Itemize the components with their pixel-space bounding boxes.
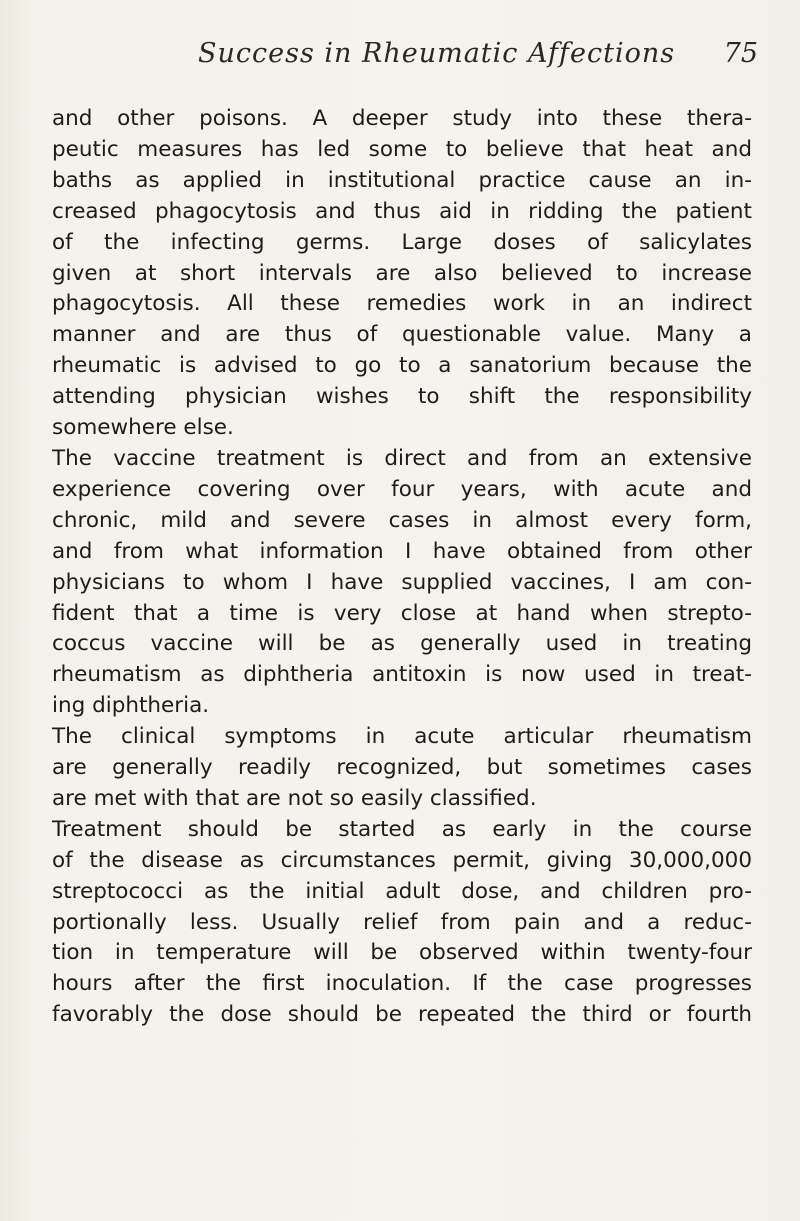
text-line: chronic, mild and severe cases in almost every form, bbox=[52, 507, 752, 533]
text-line: peutic measures has led some to believe that heat and bbox=[52, 136, 752, 162]
running-title: Success in Rheumatic Affections bbox=[198, 38, 676, 69]
text-line: of the infecting germs. Large doses of salicylates bbox=[52, 229, 752, 255]
running-head bbox=[118, 38, 758, 78]
text-line: manner and are thus of questionable value. Many a bbox=[52, 322, 752, 348]
text-line: rheumatic is advised to go to a sanatorium because the bbox=[52, 353, 752, 379]
text-line: baths as applied in institutional practice cause an in- bbox=[52, 167, 752, 193]
text-line: streptococci as the initial adult dose, and children pro- bbox=[52, 878, 752, 904]
text-line: creased phagocytosis and thus aid in ridding the patient bbox=[52, 198, 752, 224]
text-line: fident that a time is very close at hand when strepto- bbox=[52, 600, 752, 626]
text-line: coccus vaccine will be as generally used in treating bbox=[52, 631, 752, 657]
paragraph-2 bbox=[52, 444, 752, 722]
text-line: are generally readily recognized, but sometimes cases bbox=[52, 755, 752, 781]
page-number: 75 bbox=[723, 38, 758, 69]
paragraph-1 bbox=[52, 104, 752, 444]
text-line: given at short intervals are also believed to increase bbox=[52, 260, 752, 286]
text-line: hours after the first inoculation. If the case progresses bbox=[52, 971, 752, 997]
text-line: phagocytosis. All these remedies work in an indirect bbox=[52, 291, 752, 317]
text-line: ing diphtheria. bbox=[52, 693, 210, 719]
text-line: The clinical symptoms in acute articular rheumatism bbox=[52, 724, 752, 750]
text-line: are met with that are not so easily classified. bbox=[52, 785, 537, 811]
text-line: somewhere else. bbox=[52, 415, 234, 441]
text-line: experience covering over four years, with acute and bbox=[52, 476, 752, 502]
text-line: of the disease as circumstances permit, giving 30,000,000 bbox=[52, 847, 752, 873]
text-line: Treatment should be started as early in the course bbox=[52, 816, 752, 842]
text-line: tion in temperature will be observed within twenty-four bbox=[52, 940, 752, 966]
text-line: favorably the dose should be repeated the third or fourth bbox=[52, 1002, 752, 1028]
body-text bbox=[52, 104, 752, 1031]
text-line: and other poisons. A deeper study into these thera- bbox=[52, 106, 752, 131]
text-line: rheumatism as diphtheria antitoxin is now used in treat- bbox=[52, 662, 752, 688]
text-line: and from what information I have obtained from other bbox=[52, 538, 752, 564]
text-line: The vaccine treatment is direct and from an extensive bbox=[52, 445, 752, 471]
text-line: physicians to whom I have supplied vaccines, I am con- bbox=[52, 569, 752, 595]
text-line: portionally less. Usually relief from pain and a reduc- bbox=[52, 909, 752, 935]
paragraph-4 bbox=[52, 815, 752, 1031]
text-line: attending physician wishes to shift the responsibility bbox=[52, 384, 752, 410]
paragraph-3 bbox=[52, 722, 752, 815]
